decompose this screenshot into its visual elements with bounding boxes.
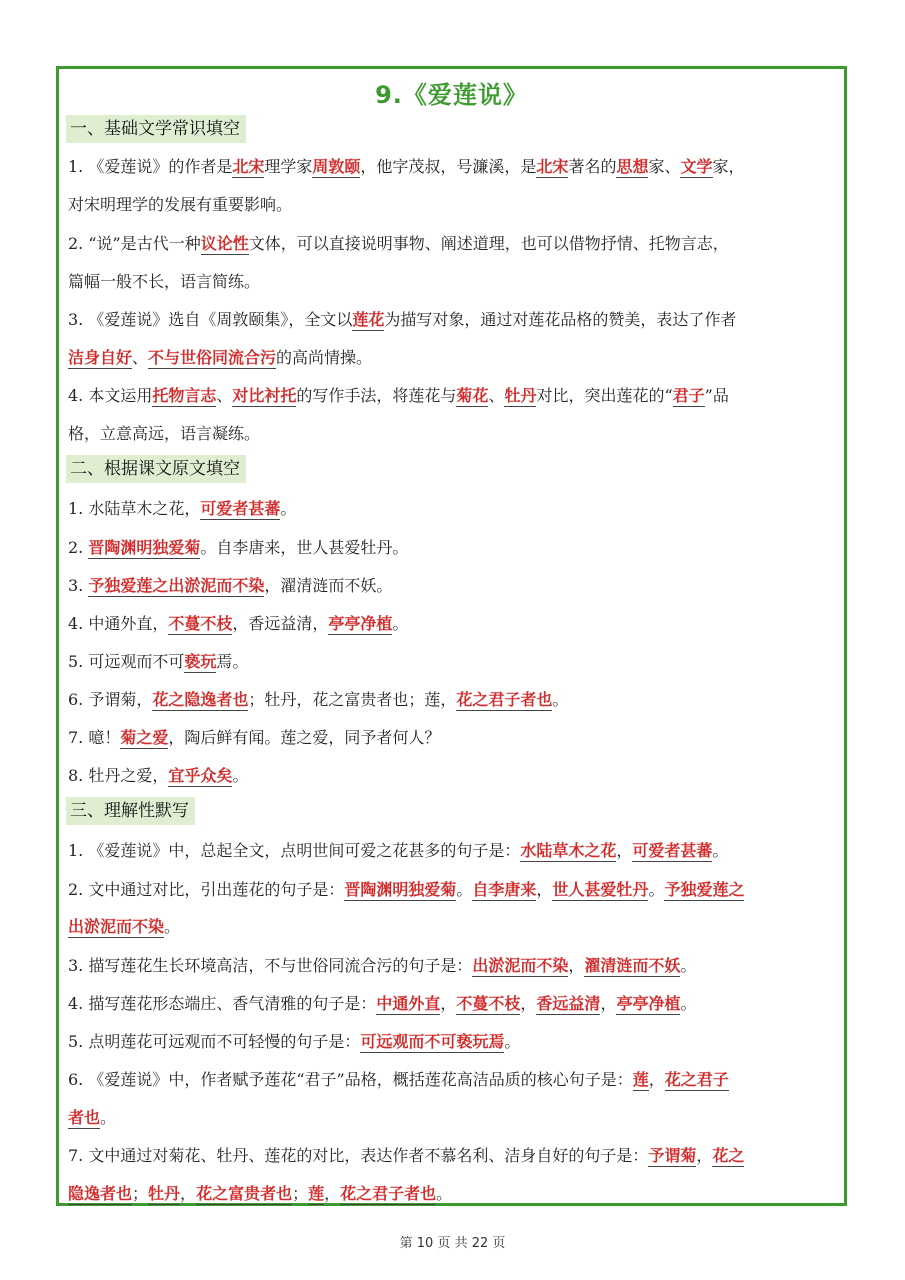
- answer-text: 者也: [68, 1108, 101, 1127]
- body-text: 、: [488, 386, 505, 405]
- body-text: ；: [292, 1184, 309, 1203]
- body-text: 。: [280, 499, 297, 518]
- answer-text: 莲: [632, 1070, 649, 1089]
- answer-text: 出淤泥而不染: [68, 917, 165, 936]
- body-text: 5. 可远观而不可: [68, 652, 185, 671]
- page-title: 9.《爱莲说》: [375, 81, 528, 109]
- body-text: ，: [520, 994, 537, 1013]
- answer-text: 花之君子者也: [340, 1184, 437, 1203]
- answer-text: 牡丹: [148, 1184, 181, 1203]
- answer-text: 晋陶渊明独爱菊: [88, 538, 201, 557]
- body-text: ，濯清涟而不妖。: [264, 576, 393, 595]
- body-text: ，: [696, 1146, 713, 1165]
- body-text: 。: [456, 880, 473, 899]
- body-text: 1. 《爱莲说》的作者是: [68, 157, 233, 176]
- text-line: [68, 422, 840, 446]
- answer-text: 花之君子者也: [456, 690, 553, 709]
- body-text: 3. 《爱莲说》选自《周敦颐集》，全文以: [68, 310, 353, 329]
- body-text: 3.: [68, 576, 89, 595]
- answer-text: 莲花: [352, 310, 385, 329]
- text-line: [68, 688, 840, 712]
- body-text: 5. 点明莲花可远观而不可轻慢的句子是：: [68, 1032, 361, 1051]
- body-text: 1. 《爱莲说》中，总起全文，点明世间可爱之花甚多的句子是：: [68, 841, 521, 860]
- text-line: [68, 308, 840, 332]
- answer-text: 出淤泥而不染: [472, 956, 569, 975]
- body-text: 2.: [68, 538, 89, 557]
- body-text: 6. 予谓菊，: [68, 690, 153, 709]
- body-text: 。: [504, 1032, 521, 1051]
- body-text: ，: [440, 994, 457, 1013]
- body-text: ，: [536, 880, 553, 899]
- body-text: 6. 《爱莲说》中，作者赋予莲花“君子”品格，概括莲花高洁品质的核心句子是：: [68, 1070, 633, 1089]
- body-text: 理学家: [264, 157, 313, 176]
- section-heading-1: 一、基础文学常识填空: [66, 115, 246, 143]
- answer-text: 可爱者甚蕃: [632, 841, 713, 860]
- answer-text: 中通外直: [376, 994, 441, 1013]
- answer-text: 议论性: [200, 234, 249, 253]
- body-text: ，陶后鲜有闻。莲之爱，同予者何人？: [168, 728, 441, 747]
- text-line: [68, 839, 840, 863]
- text-line: [68, 1144, 840, 1168]
- answer-text: 牡丹: [504, 386, 537, 405]
- text-line: [68, 1182, 840, 1206]
- body-text: ，: [600, 994, 617, 1013]
- section-heading-2: 二、根据课文原文填空: [66, 455, 246, 483]
- answer-text: 予谓菊: [648, 1146, 697, 1165]
- answer-text: 世人甚爱牡丹: [552, 880, 649, 899]
- text-line: [68, 1068, 840, 1092]
- answer-text: 不蔓不枝: [168, 614, 233, 633]
- answer-text: 菊之爱: [120, 728, 169, 747]
- body-text: 4. 描写莲花形态端庄、香气清雅的句子是：: [68, 994, 377, 1013]
- answer-text: 不与世俗同流合污: [148, 348, 277, 367]
- answer-text: 花之富贵者也: [196, 1184, 293, 1203]
- body-text: 的高尚情操。: [276, 348, 373, 367]
- body-text: ”品: [704, 386, 729, 405]
- answer-text: 亵玩: [184, 652, 217, 671]
- answer-text: 北宋: [536, 157, 569, 176]
- answer-text: 予独爱莲之出淤泥而不染: [88, 576, 265, 595]
- body-text: 为描写对象，通过对莲花品格的赞美，表达了作者: [384, 310, 737, 329]
- text-line: [68, 155, 840, 179]
- body-text: 。: [680, 956, 697, 975]
- text-line: [68, 574, 840, 598]
- text-line: [68, 612, 840, 636]
- body-text: 。自李唐来，世人甚爱牡丹。: [200, 538, 409, 557]
- body-text: 家、: [648, 157, 681, 176]
- text-line: [68, 1106, 840, 1130]
- body-text: 篇幅一般不长，语言简练。: [68, 272, 261, 291]
- answer-text: 不蔓不枝: [456, 994, 521, 1013]
- answer-text: 隐逸者也: [68, 1184, 133, 1203]
- body-text: 文体，可以直接说明事物、阐述道理，也可以借物抒情、托物言志，: [248, 234, 729, 253]
- answer-text: 水陆草木之花: [520, 841, 617, 860]
- page-frame: [56, 66, 847, 1206]
- body-text: ；: [132, 1184, 149, 1203]
- text-line: [68, 346, 840, 370]
- answer-text: 可远观而不可亵玩焉: [360, 1032, 505, 1051]
- body-text: 格，立意高远，语言凝练。: [68, 424, 261, 443]
- answer-text: 宜乎众矣: [168, 766, 233, 785]
- body-text: 著名的: [568, 157, 617, 176]
- body-text: 4. 本文运用: [68, 386, 153, 405]
- body-text: ，香远益清，: [232, 614, 329, 633]
- text-line: [68, 232, 840, 256]
- body-text: 家，: [712, 157, 745, 176]
- body-text: 。: [648, 880, 665, 899]
- section-heading-3: 三、理解性默写: [66, 797, 195, 825]
- body-text: 对比，突出莲花的“: [536, 386, 673, 405]
- text-line: [68, 650, 840, 674]
- text-line: [68, 726, 840, 750]
- body-text: ，: [324, 1184, 341, 1203]
- answer-text: 莲: [308, 1184, 325, 1203]
- text-line: [68, 954, 840, 978]
- text-line: [68, 497, 840, 521]
- body-text: 。: [164, 917, 181, 936]
- body-text: 8. 牡丹之爱，: [68, 766, 169, 785]
- page-footer: 第 10 页 共 22 页: [399, 1236, 506, 1251]
- body-text: 。: [712, 841, 729, 860]
- answer-text: 思想: [616, 157, 649, 176]
- answer-text: 亭亭净植: [616, 994, 681, 1013]
- text-line: [68, 384, 840, 408]
- body-text: ，: [616, 841, 633, 860]
- answer-text: 北宋: [232, 157, 265, 176]
- body-text: 1. 水陆草木之花，: [68, 499, 201, 518]
- answer-text: 予独爱莲之: [664, 880, 745, 899]
- body-text: 对宋明理学的发展有重要影响。: [68, 195, 293, 214]
- text-line: [68, 992, 840, 1016]
- body-text: ；牡丹，花之富贵者也；莲，: [248, 690, 457, 709]
- answer-text: 亭亭净植: [328, 614, 393, 633]
- text-line: [68, 536, 840, 560]
- answer-text: 周敦颐: [312, 157, 361, 176]
- text-line: [68, 1030, 840, 1054]
- text-line: [68, 915, 840, 939]
- body-text: 、: [132, 348, 149, 367]
- answer-text: 托物言志: [152, 386, 217, 405]
- text-line: [68, 878, 840, 902]
- body-text: 。: [100, 1108, 117, 1127]
- body-text: 2. 文中通过对比，引出莲花的句子是：: [68, 880, 345, 899]
- body-text: 。: [232, 766, 249, 785]
- answer-text: 菊花: [456, 386, 489, 405]
- answer-text: 花之君子: [664, 1070, 729, 1089]
- answer-text: 对比衬托: [232, 386, 297, 405]
- answer-text: 可爱者甚蕃: [200, 499, 281, 518]
- text-line: [68, 193, 840, 217]
- body-text: 7. 文中通过对菊花、牡丹、莲花的对比，表达作者不慕名利、洁身自好的句子是：: [68, 1146, 649, 1165]
- answer-text: 花之隐逸者也: [152, 690, 249, 709]
- body-text: 。: [436, 1184, 453, 1203]
- body-text: 、: [216, 386, 233, 405]
- text-line: [68, 764, 840, 788]
- body-text: 的写作手法，将莲花与: [296, 386, 457, 405]
- body-text: 焉。: [216, 652, 249, 671]
- body-text: 。: [680, 994, 697, 1013]
- answer-text: 洁身自好: [68, 348, 133, 367]
- answer-text: 濯清涟而不妖: [584, 956, 681, 975]
- body-text: 3. 描写莲花生长环境高洁，不与世俗同流合污的句子是：: [68, 956, 473, 975]
- answer-text: 君子: [672, 386, 705, 405]
- body-text: 2. “说”是古代一种: [68, 234, 201, 253]
- body-text: ，他字茂叔，号濂溪，是: [360, 157, 537, 176]
- body-text: ，: [180, 1184, 197, 1203]
- body-text: ，: [648, 1070, 665, 1089]
- body-text: 。: [552, 690, 569, 709]
- body-text: 7. 噫！: [68, 728, 121, 747]
- answer-text: 自李唐来: [472, 880, 537, 899]
- body-text: 。: [392, 614, 409, 633]
- answer-text: 花之: [712, 1146, 745, 1165]
- body-text: 4. 中通外直，: [68, 614, 169, 633]
- answer-text: 文学: [680, 157, 713, 176]
- answer-text: 香远益清: [536, 994, 601, 1013]
- answer-text: 晋陶渊明独爱菊: [344, 880, 457, 899]
- body-text: ，: [568, 956, 585, 975]
- text-line: [68, 270, 840, 294]
